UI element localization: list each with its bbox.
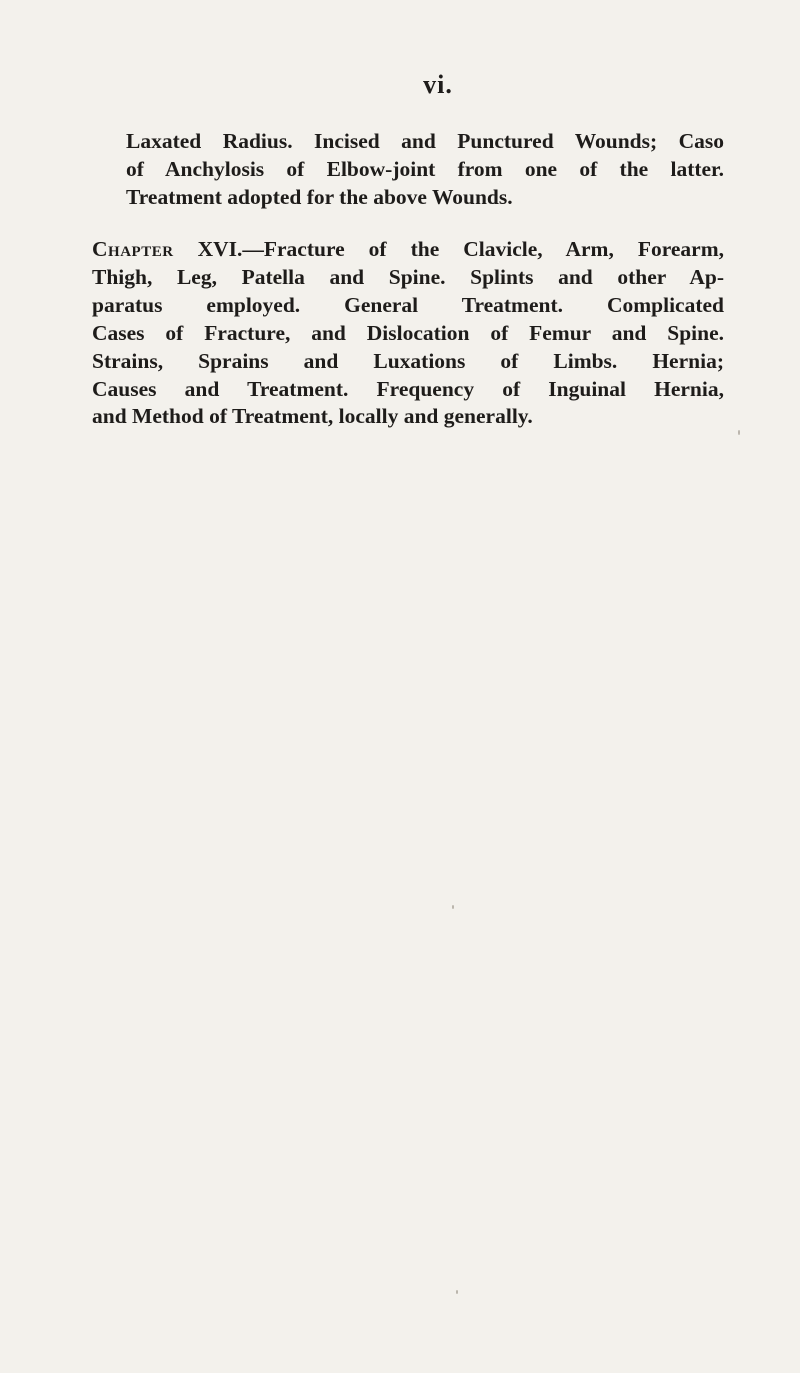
contents-entry-continued: [92, 128, 724, 212]
entry-line: Strains, Sprains and Luxations of Limbs. Hernia;: [92, 348, 724, 373]
paper-speck: [452, 905, 454, 909]
entry-line: Causes and Treatment. Frequency of Inguinal Hernia,: [92, 376, 724, 401]
entry-line: Thigh, Leg, Patella and Spine. Splints and other Ap-: [92, 264, 724, 289]
chapter-label: Chapter: [92, 236, 174, 261]
page-number: vi.: [423, 70, 453, 99]
entry-line: —Fracture of the Clavicle, Arm, Forearm,: [242, 236, 724, 261]
entry-line: of Anchylosis of Elbow-joint from one of the latter.: [126, 156, 724, 181]
entry-line: Cases of Fracture, and Dislocation of Femur and Spine.: [92, 320, 724, 345]
entry-line: Laxated Radius. Incised and Punctured Wounds; Caso: [126, 129, 724, 153]
entry-line: paratus employed. General Treatment. Complicated: [92, 292, 724, 317]
paper-speck: [738, 430, 740, 435]
contents-entry-chapter-xvi: [92, 236, 724, 432]
chapter-numeral: XVI.: [197, 236, 243, 261]
entry-line: Treatment adopted for the above Wounds.: [126, 184, 513, 209]
paper-speck: [456, 1290, 458, 1294]
table-of-contents: [92, 128, 724, 455]
chapter-heading-line: [92, 236, 724, 264]
entry-line: and Method of Treatment, locally and generally.: [92, 404, 533, 429]
